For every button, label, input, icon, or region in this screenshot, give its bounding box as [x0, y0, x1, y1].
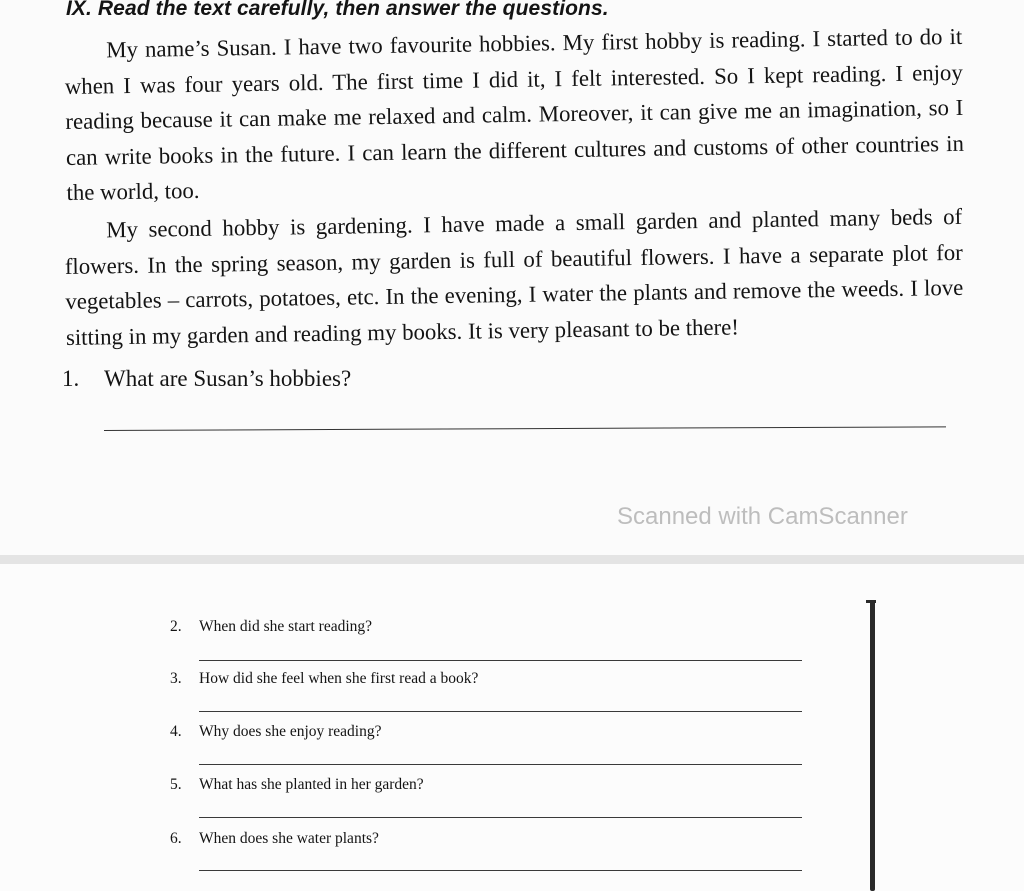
- question-text: Why does she enjoy reading?: [199, 723, 382, 740]
- question-5: [170, 776, 424, 794]
- question-1: [62, 366, 351, 392]
- passage-paragraph-1: My name’s Susan. I have two favourite hobbies. My first hobby is reading. I started to do it when I was four years old. The first time I did it, I felt interested. So I kept reading. I enjoy reading because it can make me relaxed and calm. Moreover, it can give me an imagination, so I can write books in the future. I can learn the different cultures and customs of other countries in the world, too.: [64, 23, 965, 205]
- question-text: How did she feel when she first read a book?: [199, 670, 479, 687]
- exercise-heading: IX. Read the text carefully, then answer the questions.: [66, 0, 609, 20]
- question-2: [170, 618, 372, 636]
- answer-line-2[interactable]: [199, 660, 802, 661]
- question-text: When did she start reading?: [199, 618, 373, 635]
- page-separator: [0, 555, 1024, 564]
- passage-paragraph-2: My second hobby is gardening. I have made a small garden and planted many beds of flowers. In the spring season, my garden is full of beautiful flowers. I have a separate plot for vegetables – carrots, potatoes, etc. In the evening, I water the plants and remove the weeds. I love sitting in my garden and reading my books. It is very pleasant to be there!: [64, 203, 964, 350]
- question-number: 1.: [62, 366, 80, 391]
- question-number: 6.: [170, 830, 182, 847]
- question-number: 4.: [170, 723, 182, 740]
- question-number: 3.: [170, 670, 182, 687]
- answer-line-5[interactable]: [199, 817, 802, 818]
- question-3: [170, 670, 478, 688]
- question-4: [170, 723, 382, 741]
- answer-line-6[interactable]: [199, 870, 802, 871]
- question-text: What has she planted in her garden?: [199, 776, 424, 793]
- question-number: 2.: [170, 618, 182, 635]
- camscanner-watermark: Scanned with CamScanner: [617, 503, 908, 530]
- page-margin-line: [870, 600, 875, 891]
- question-text: What are Susan’s hobbies?: [104, 366, 352, 391]
- answer-line-4[interactable]: [199, 764, 802, 765]
- question-6: [170, 830, 379, 848]
- question-text: When does she water plants?: [199, 830, 379, 847]
- answer-line-3[interactable]: [199, 711, 802, 712]
- question-number: 5.: [170, 776, 182, 793]
